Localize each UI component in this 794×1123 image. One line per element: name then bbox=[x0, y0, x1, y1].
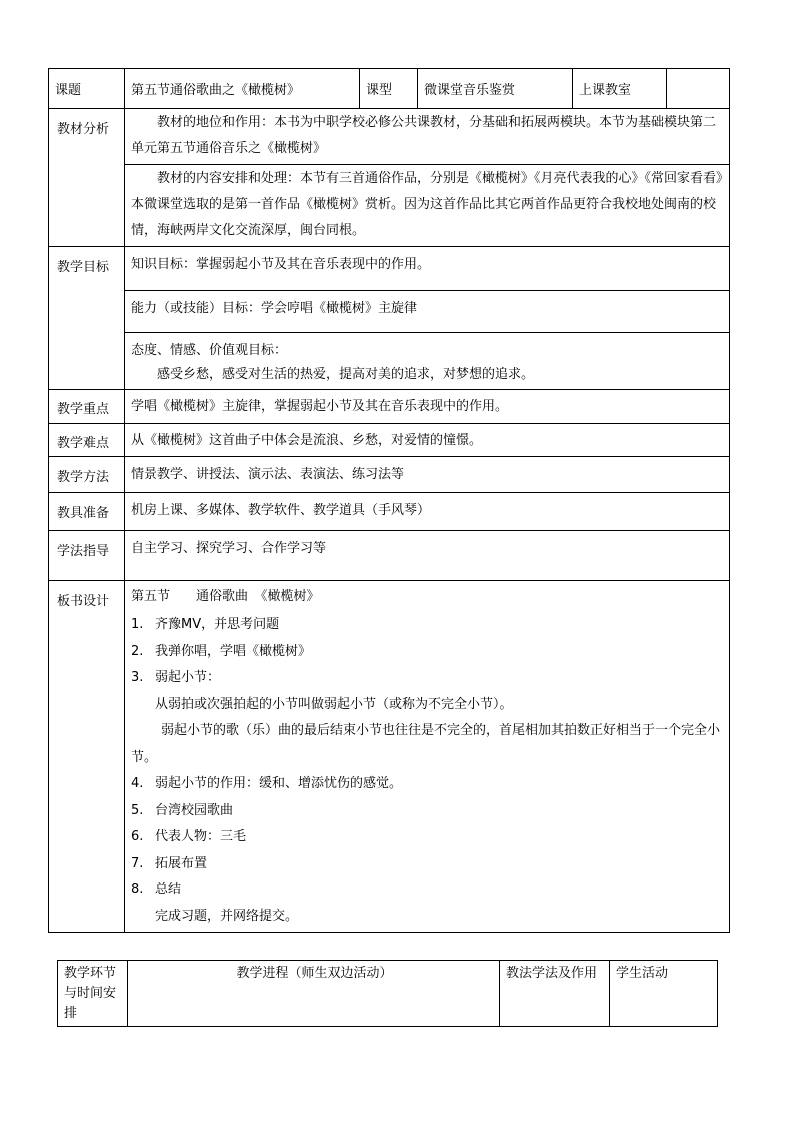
board-design-cell bbox=[125, 581, 730, 933]
analysis-label: 教材分析 bbox=[49, 109, 125, 247]
key-value: 学唱《橄榄树》主旋律，掌握弱起小节及其在音乐表现中的作用。 bbox=[125, 390, 730, 424]
difficulty-label: 教学难点 bbox=[49, 424, 125, 457]
board-item-3: 3. 弱起小节： bbox=[131, 670, 221, 685]
tools-value: 机房上课、多媒体、教学软件、教学道具（手风琴） bbox=[125, 493, 730, 531]
board-item-4: 4. 弱起小节的作用：缓和、增添忧伤的感觉。 bbox=[131, 776, 403, 791]
study-value: 自主学习、探究学习、合作学习等 bbox=[125, 531, 730, 581]
goal-knowledge: 知识目标：掌握弱起小节及其在音乐表现中的作用。 bbox=[125, 247, 730, 291]
board-list bbox=[131, 612, 725, 930]
study-label: 学法指导 bbox=[49, 531, 125, 581]
board-item-8: 8. 总结 bbox=[131, 882, 182, 897]
process-col-progress: 教学进程（师生双边活动） bbox=[128, 961, 500, 1027]
board-item-1: 1. 齐豫MV，并思考问题 bbox=[131, 617, 280, 632]
course-label: 课题 bbox=[49, 69, 125, 109]
board-final: 完成习题，并网络提交。 bbox=[155, 908, 299, 924]
board-heading: 第五节 通俗歌曲 《橄榄树》 bbox=[131, 589, 320, 604]
process-col-student: 学生活动 bbox=[610, 961, 718, 1027]
board-sub-2-wrap bbox=[131, 718, 725, 771]
goals-label: 教学目标 bbox=[49, 247, 125, 390]
method-label: 教学方法 bbox=[49, 457, 125, 493]
board-item-7: 7. 拓展布置 bbox=[131, 855, 208, 871]
tools-label: 教具准备 bbox=[49, 493, 125, 531]
board-item-2: 2. 我弹你唱，学唱《橄榄树》 bbox=[131, 643, 312, 659]
goal-ability: 能力（或技能）目标：学会哼唱《橄榄树》主旋律 bbox=[125, 291, 730, 333]
type-label: 课型 bbox=[360, 69, 418, 109]
board-item-5: 5. 台湾校园歌曲 bbox=[131, 802, 234, 818]
process-col-stage: 教学环节与时间安排 bbox=[58, 961, 128, 1027]
goal-attitude-title: 态度、情感、价值观目标： bbox=[131, 343, 288, 358]
analysis-paragraph-2: 教材的内容安排和处理：本节有三首通俗作品，分别是《橄榄树》《月亮代表我的心》《常回家看看》本微课堂选取的是第一首作品《橄榄树》赏析。因为这首作品比其它两首作品更符合我校地处闽南的校情，海峡两岸文化交流深厚，闽台同根。 bbox=[125, 165, 730, 247]
goal-attitude-cell bbox=[125, 333, 730, 390]
room-label: 上课教室 bbox=[573, 69, 667, 109]
analysis-paragraph-1: 教材的地位和作用：本书为中职学校必修公共课教材，分基础和拓展两模块。本节为基础模块第二单元第五节通俗音乐之《橄榄树》 bbox=[125, 109, 730, 165]
process-table bbox=[57, 960, 718, 1027]
type-value: 微课堂音乐鉴赏 bbox=[418, 69, 573, 109]
difficulty-value: 从《橄榄树》这首曲子中体会是流浪、乡愁，对爱情的憧憬。 bbox=[125, 424, 730, 457]
board-label: 板书设计 bbox=[49, 581, 125, 933]
board-sub-2: 弱起小节的歌（乐）曲的最后结束小节也往往是不完全的，首尾相加其拍数正好相当于一个完全小节。 bbox=[131, 723, 721, 765]
goal-attitude-text: 感受乡愁，感受对生活的热爱，提高对美的追求，对梦想的追求。 bbox=[157, 367, 535, 382]
board-sub-1: 从弱拍或次强拍起的小节叫做弱起小节（或称为不完全小节）。 bbox=[155, 696, 513, 712]
course-title: 第五节通俗歌曲之《橄榄树》 bbox=[125, 69, 360, 109]
process-col-method: 教法学法及作用 bbox=[500, 961, 610, 1027]
lesson-plan-table bbox=[48, 68, 730, 933]
room-value bbox=[667, 69, 730, 109]
header-row bbox=[49, 69, 730, 109]
board-item-6: 6. 代表人物：三毛 bbox=[131, 829, 247, 844]
key-label: 教学重点 bbox=[49, 390, 125, 424]
method-value: 情景教学、讲授法、演示法、表演法、练习法等 bbox=[125, 457, 730, 493]
process-header-row bbox=[58, 961, 718, 1027]
